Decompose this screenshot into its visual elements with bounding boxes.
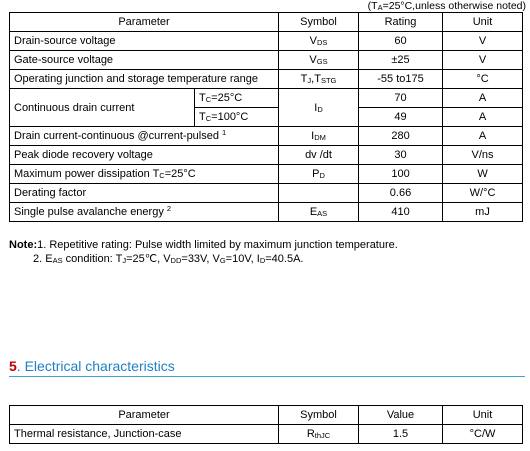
symbol-cell: $R_{thJC}$ [279,425,359,444]
section-number: 5 [9,358,17,374]
symbol-cell: dv /dt [279,146,359,165]
rating-cell: 0.66 [359,184,443,203]
rating-cell: 410 [359,203,443,222]
rating-cell: 100 [359,165,443,184]
unit-cell: mJ [443,203,523,222]
symbol-cell [279,184,359,203]
condition-cell: $T_C=25^\circ C$ [195,89,279,108]
table-row [10,32,523,51]
symbol-cell: $P_D$ [279,165,359,184]
rating-cell: 280 [359,127,443,146]
param-cell: Drain current-continuous @current-pulsed $^1$ [10,127,279,146]
rating-cell: 70 [359,89,443,108]
unit-cell: A [443,127,523,146]
param-cell: Thermal resistance, Junction-case [10,425,279,444]
rating-cell: -55 to175 [359,70,443,89]
symbol-cell: $V_{DS}$ [279,32,359,51]
notes-block [9,238,398,266]
unit-cell: A [443,89,523,108]
table-row [10,203,523,222]
symbol-cell: $V_{GS}$ [279,51,359,70]
header-rating: Rating [359,13,443,32]
param-cell: Single pulse avalanche energy $^2$ [10,203,279,222]
table-row [10,127,523,146]
header-parameter: Parameter [10,406,279,425]
rating-cell: 30 [359,146,443,165]
test-conditions-note: ($T_A=25^\circ C,unless$ otherwise noted) [367,0,526,12]
unit-cell: °C [443,70,523,89]
unit-cell: A [443,108,523,127]
table-row [10,425,523,444]
symbol-cell: $I_D$ [279,89,359,127]
table-row [10,89,523,108]
rating-cell: 49 [359,108,443,127]
table-row [10,51,523,70]
unit-cell: V/ns [443,146,523,165]
table-header-row [10,406,523,425]
header-value: Value [359,406,443,425]
note-2: 2. $E_{AS}$ condition: $T_J=25℃$, $V_{DD}=33V$, $V_G=10V$, $I_D=40.5A$. [33,253,304,265]
header-parameter: Parameter [10,13,279,32]
unit-cell: W/°C [443,184,523,203]
unit-cell: V [443,32,523,51]
value-cell: 1.5 [359,425,443,444]
rating-cell: ±25 [359,51,443,70]
header-symbol: Symbol [279,406,359,425]
header-unit: Unit [443,13,523,32]
param-cell: Peak diode recovery voltage [10,146,279,165]
section-title: Electrical characteristics [24,358,175,374]
table-row [10,146,523,165]
table-row [10,70,523,89]
symbol-cell: $I_{DM}$ [279,127,359,146]
header-symbol: Symbol [279,13,359,32]
symbol-cell: $T_J,T_{STG}$ [279,70,359,89]
rating-cell: 60 [359,32,443,51]
param-cell: Operating junction and storage temperature range [10,70,279,89]
note-1: Note:1. Repetitive rating: Pulse width limited by maximum junction temperature. [9,239,398,251]
param-cell: Derating factor [10,184,279,203]
param-cell: Drain-source voltage [10,32,279,51]
table-row [10,165,523,184]
electrical-characteristics-table [9,405,523,444]
absolute-ratings-table [9,12,523,222]
symbol-cell: $E_{AS}$ [279,203,359,222]
param-cell: Continuous drain current [10,89,195,127]
param-cell: Gate-source voltage [10,51,279,70]
unit-cell: °C/W [443,425,523,444]
table-row [10,184,523,203]
header-unit: Unit [443,406,523,425]
condition-cell: $T_C=100^\circ C$ [195,108,279,127]
unit-cell: W [443,165,523,184]
param-cell: Maximum power dissipation $T_C=25^\circ C$ [10,165,279,184]
table-header-row [10,13,523,32]
unit-cell: V [443,51,523,70]
section-heading: 5. Electrical characteristics [9,358,525,377]
